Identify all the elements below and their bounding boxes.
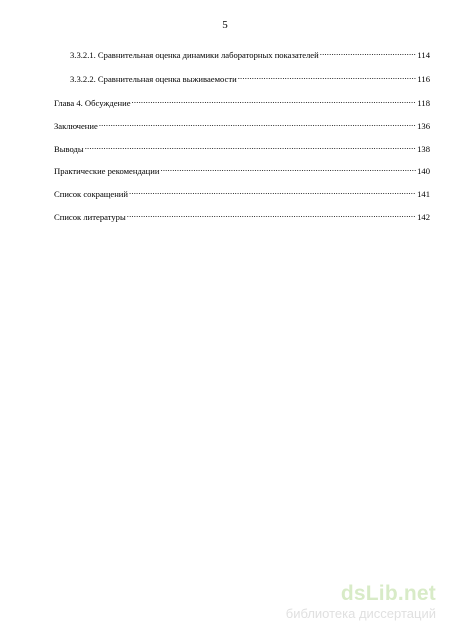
toc-entry-page: 140 (417, 166, 430, 176)
toc-dot-leader (99, 119, 416, 129)
toc-entry (70, 72, 430, 85)
watermark (236, 583, 436, 622)
toc-entry-page: 141 (417, 189, 430, 199)
watermark-logo: dsLib.net (340, 582, 436, 605)
toc-dot-leader (238, 72, 417, 82)
toc-entry-title: Выводы (54, 144, 84, 154)
toc-entry (54, 119, 430, 132)
toc-dot-leader (127, 210, 416, 220)
toc-dot-leader (85, 142, 416, 152)
toc-entry-title: Глава 4. Обсуждение (54, 98, 131, 108)
toc-entry-title: Список сокращений (54, 189, 128, 199)
toc-entry-page: 136 (417, 121, 430, 131)
toc-entry-page: 114 (417, 50, 430, 60)
toc-entry-page: 118 (417, 98, 430, 108)
toc-dot-leader (132, 96, 417, 106)
toc-entry-title: 3.3.2.2. Сравнительная оценка выживаемости (70, 74, 237, 84)
toc-dot-leader (129, 187, 416, 197)
toc-entry-title: Практические рекомендации (54, 166, 160, 176)
toc-dot-leader (320, 48, 417, 58)
toc-entry-title: 3.3.2.1. Сравнительная оценка динамики лабораторных показателей (70, 50, 319, 60)
watermark-subtitle: библиотека диссертаций (285, 606, 436, 621)
toc-entry (54, 187, 430, 200)
toc-entry (54, 164, 430, 177)
toc-entry (54, 142, 430, 155)
toc-entry-title: Список литературы (54, 212, 126, 222)
toc-dot-leader (160, 164, 416, 174)
toc-entry-page: 116 (417, 74, 430, 84)
toc-entry-page: 142 (417, 212, 430, 222)
toc-entry (70, 48, 430, 61)
toc-entry-page: 138 (417, 144, 430, 154)
toc-entry (54, 96, 430, 109)
toc-entry (54, 210, 430, 223)
toc-entry-title: Заключение (54, 121, 98, 131)
page-number: 5 (222, 19, 228, 31)
